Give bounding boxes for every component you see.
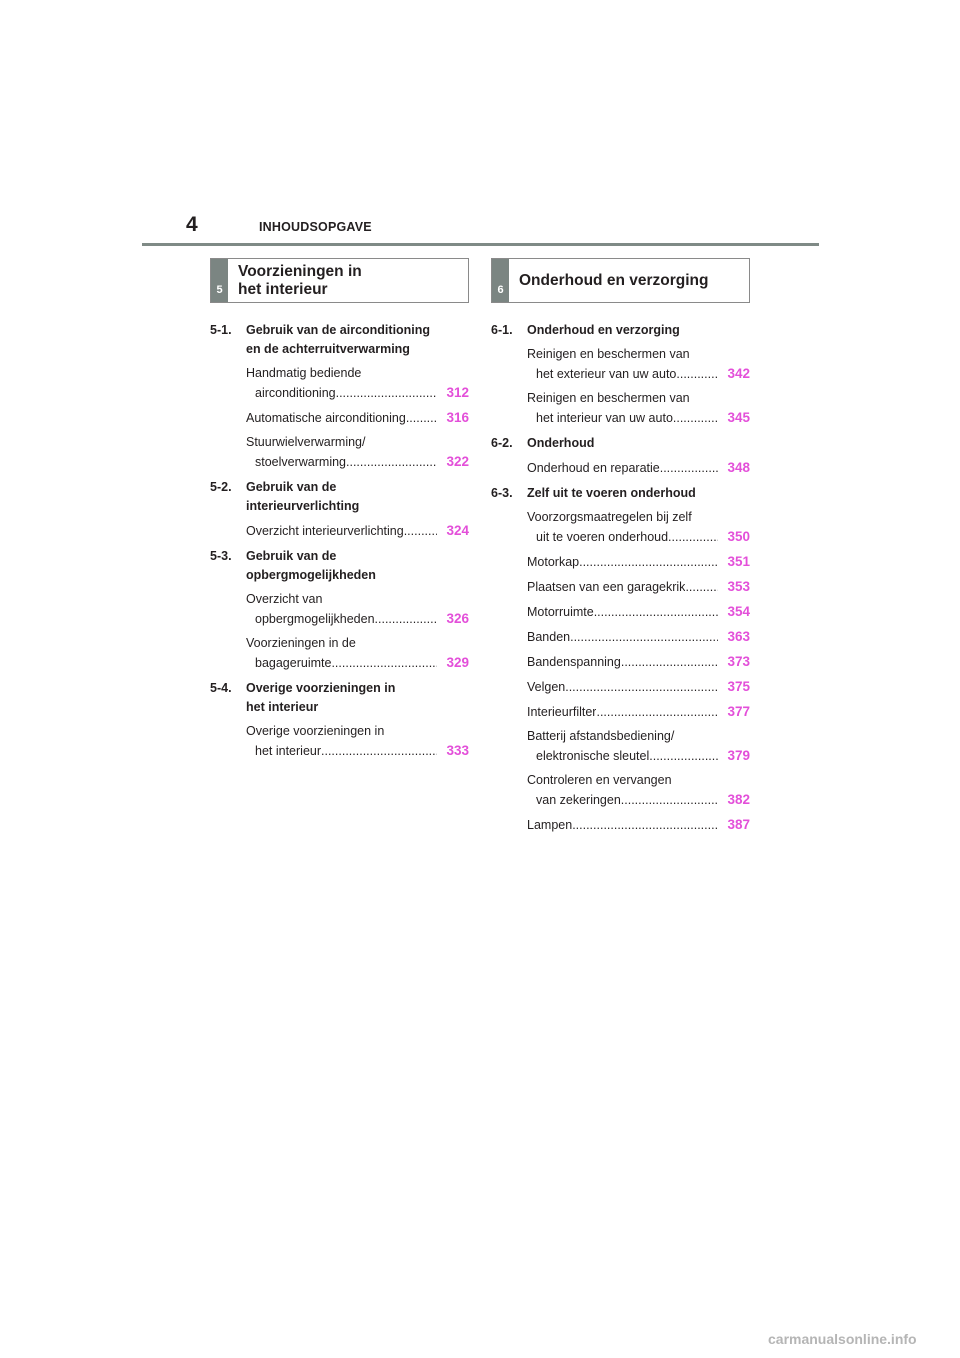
entry-title-line: Overige voorzieningen in: [246, 724, 385, 738]
dot-leader: [572, 816, 718, 835]
entry-leader-line: [527, 458, 750, 478]
dot-leader: [621, 791, 718, 810]
toc-entry[interactable]: [527, 602, 750, 622]
page-link[interactable]: 379: [727, 748, 750, 763]
page-link[interactable]: 329: [446, 655, 469, 670]
dot-leader: [404, 522, 437, 541]
toc-chapter[interactable]: [210, 679, 469, 717]
toc-entry[interactable]: [527, 458, 750, 478]
chapter-title: Gebruik van de airconditioning en de achterruitverwarming: [246, 323, 431, 356]
chapter-entries: [491, 458, 750, 478]
dot-leader: [331, 654, 437, 673]
entry-leader-line: [246, 609, 469, 629]
page-link[interactable]: 377: [727, 704, 750, 719]
entry-title-line: Voorzieningen in de: [246, 636, 356, 650]
dot-leader: [579, 553, 718, 572]
page-link[interactable]: 326: [446, 611, 469, 626]
toc-entry[interactable]: [246, 364, 469, 403]
entry-leader-line: [527, 602, 750, 622]
entry-title: elektronische sleutel: [536, 749, 650, 763]
entry-title: stoelverwarming: [255, 455, 347, 469]
toc-entry[interactable]: [527, 771, 750, 810]
page-link[interactable]: 353: [727, 579, 750, 594]
entry-title: Automatische airconditioning: [246, 411, 406, 425]
page-header-title: INHOUDSOPGAVE: [259, 220, 372, 234]
entry-leader-line: [527, 746, 750, 766]
chapter-entries: [210, 364, 469, 472]
watermark: carmanualsonline.info: [768, 1331, 917, 1347]
dot-leader: [621, 653, 718, 672]
toc-chapter[interactable]: [491, 321, 750, 340]
dot-leader: [673, 409, 718, 428]
chapter-entries: [210, 590, 469, 673]
page-number: 4: [186, 213, 198, 236]
entry-title-line: Batterij afstandsbediening/: [527, 729, 675, 743]
toc-entry[interactable]: [527, 652, 750, 672]
toc-entry[interactable]: [527, 815, 750, 835]
entry-leader-line: [527, 790, 750, 810]
dot-leader: [406, 409, 437, 428]
toc-chapter[interactable]: [491, 434, 750, 453]
entry-title: opbergmogelijkheden: [255, 612, 375, 626]
page-link[interactable]: 324: [446, 523, 469, 538]
toc-entry[interactable]: [246, 722, 469, 761]
entry-leader-line: [527, 408, 750, 428]
chapter-number: 5-1.: [210, 323, 232, 337]
page-link[interactable]: 312: [446, 385, 469, 400]
entry-leader-line: [246, 741, 469, 761]
entry-title: Velgen: [527, 680, 566, 694]
section-number-tab: 6: [492, 259, 509, 302]
page-link[interactable]: 363: [727, 629, 750, 644]
toc-chapter[interactable]: [210, 478, 469, 516]
page-link[interactable]: 350: [727, 529, 750, 544]
entry-leader-line: [246, 383, 469, 403]
entry-title: Overzicht interieurverlichting: [246, 524, 404, 538]
chapter-title: Gebruik van de opbergmogelijkheden: [246, 549, 376, 582]
toc-list: [210, 321, 469, 761]
entry-leader-line: [527, 677, 750, 697]
entry-title: uit te voeren onderhoud: [536, 530, 669, 544]
entry-leader-line: [246, 452, 469, 472]
section-header-5: [210, 258, 469, 303]
entry-title: het interieur: [255, 744, 322, 758]
toc-entry[interactable]: [246, 590, 469, 629]
toc-list: [491, 321, 750, 835]
toc-entry[interactable]: [246, 521, 469, 541]
section-header-6: [491, 258, 750, 303]
entry-title: Bandenspanning: [527, 655, 621, 669]
toc-entry[interactable]: [246, 408, 469, 428]
chapter-number: 5-4.: [210, 681, 232, 695]
section-number-tab: 5: [211, 259, 228, 302]
entry-leader-line: [527, 527, 750, 547]
page-link[interactable]: 382: [727, 792, 750, 807]
chapter-entries: [210, 521, 469, 541]
dot-leader: [649, 747, 718, 766]
toc-column-right: [491, 258, 750, 835]
page-link[interactable]: 348: [727, 460, 750, 475]
page-link[interactable]: 373: [727, 654, 750, 669]
toc-entry[interactable]: [527, 345, 750, 384]
toc-entry[interactable]: [527, 677, 750, 697]
dot-leader: [668, 528, 718, 547]
toc-entry[interactable]: [527, 702, 750, 722]
toc-entry[interactable]: [527, 577, 750, 597]
toc-chapter[interactable]: [210, 321, 469, 359]
entry-leader-line: [246, 653, 469, 673]
entry-title-line: Voorzorgsmaatregelen bij zelf: [527, 510, 692, 524]
dot-leader: [321, 742, 437, 761]
entry-title: Onderhoud en reparatie: [527, 461, 660, 475]
page-link[interactable]: 345: [727, 410, 750, 425]
toc-entry[interactable]: [527, 727, 750, 766]
chapter-number: 6-3.: [491, 486, 513, 500]
entry-leader-line: [527, 577, 750, 597]
chapter-number: 6-1.: [491, 323, 513, 337]
toc-chapter[interactable]: [491, 484, 750, 503]
toc-chapter[interactable]: [210, 547, 469, 585]
entry-title: bagageruimte: [255, 656, 332, 670]
chapter-title: Gebruik van de interieurverlichting: [246, 480, 360, 513]
entry-title-line: Stuurwielverwarming/: [246, 435, 366, 449]
entry-title-line: Reinigen en beschermen van: [527, 347, 690, 361]
page-link[interactable]: 354: [727, 604, 750, 619]
page-link[interactable]: 387: [727, 817, 750, 832]
entry-title-line: Controleren en vervangen: [527, 773, 672, 787]
chapter-entries: [491, 508, 750, 835]
entry-leader-line: [527, 627, 750, 647]
dot-leader: [570, 628, 718, 647]
dot-leader: [685, 578, 718, 597]
chapter-title: Zelf uit te voeren onderhoud: [527, 486, 696, 500]
entry-title: het exterieur van uw auto: [536, 367, 677, 381]
entry-leader-line: [527, 364, 750, 384]
header-rule: [142, 243, 819, 246]
entry-title: airconditioning: [255, 386, 336, 400]
chapter-number: 5-2.: [210, 480, 232, 494]
dot-leader: [594, 603, 718, 622]
chapter-title: Onderhoud: [527, 436, 595, 450]
toc-entry[interactable]: [527, 552, 750, 572]
entry-leader-line: [246, 521, 469, 541]
entry-title: het interieur van uw auto: [536, 411, 673, 425]
page-link[interactable]: 316: [446, 410, 469, 425]
entry-leader-line: [527, 552, 750, 572]
chapter-title: Overige voorzieningen in het interieur: [246, 681, 396, 714]
page-link[interactable]: 375: [727, 679, 750, 694]
section-title: Onderhoud en verzorging: [519, 271, 709, 289]
entry-title: Banden: [527, 630, 571, 644]
entry-title: van zekeringen: [536, 793, 621, 807]
entry-title-line: Overzicht van: [246, 592, 323, 606]
dot-leader: [676, 365, 718, 384]
toc-entry[interactable]: [527, 627, 750, 647]
toc-entry[interactable]: [246, 433, 469, 472]
entry-title: Motorruimte: [527, 605, 594, 619]
entry-leader-line: [527, 702, 750, 722]
toc-entry[interactable]: [527, 389, 750, 428]
entry-title: Interieurfilter: [527, 705, 597, 719]
page-link[interactable]: 351: [727, 554, 750, 569]
entry-title: Plaatsen van een garagekrik: [527, 580, 686, 594]
dot-leader: [375, 610, 437, 629]
entry-leader-line: [527, 652, 750, 672]
dot-leader: [660, 459, 718, 478]
chapter-title: Onderhoud en verzorging: [527, 323, 680, 337]
toc-entry[interactable]: [246, 634, 469, 673]
entry-leader-line: [527, 815, 750, 835]
dot-leader: [336, 384, 437, 403]
chapter-number: 6-2.: [491, 436, 513, 450]
toc-entry[interactable]: [527, 508, 750, 547]
entry-title: Lampen: [527, 818, 573, 832]
entry-title-line: Reinigen en beschermen van: [527, 391, 690, 405]
dot-leader: [565, 678, 718, 697]
page-link[interactable]: 333: [446, 743, 469, 758]
section-title: Voorzieningen in het interieur: [238, 262, 362, 298]
page-link[interactable]: 322: [446, 454, 469, 469]
chapter-number: 5-3.: [210, 549, 232, 563]
entry-title-line: Handmatig bediende: [246, 366, 362, 380]
chapter-entries: [491, 345, 750, 428]
page-link[interactable]: 342: [727, 366, 750, 381]
entry-title: Motorkap: [527, 555, 580, 569]
dot-leader: [596, 703, 718, 722]
dot-leader: [346, 453, 437, 472]
entry-leader-line: [246, 408, 469, 428]
toc-column-left: [210, 258, 469, 761]
chapter-entries: [210, 722, 469, 761]
